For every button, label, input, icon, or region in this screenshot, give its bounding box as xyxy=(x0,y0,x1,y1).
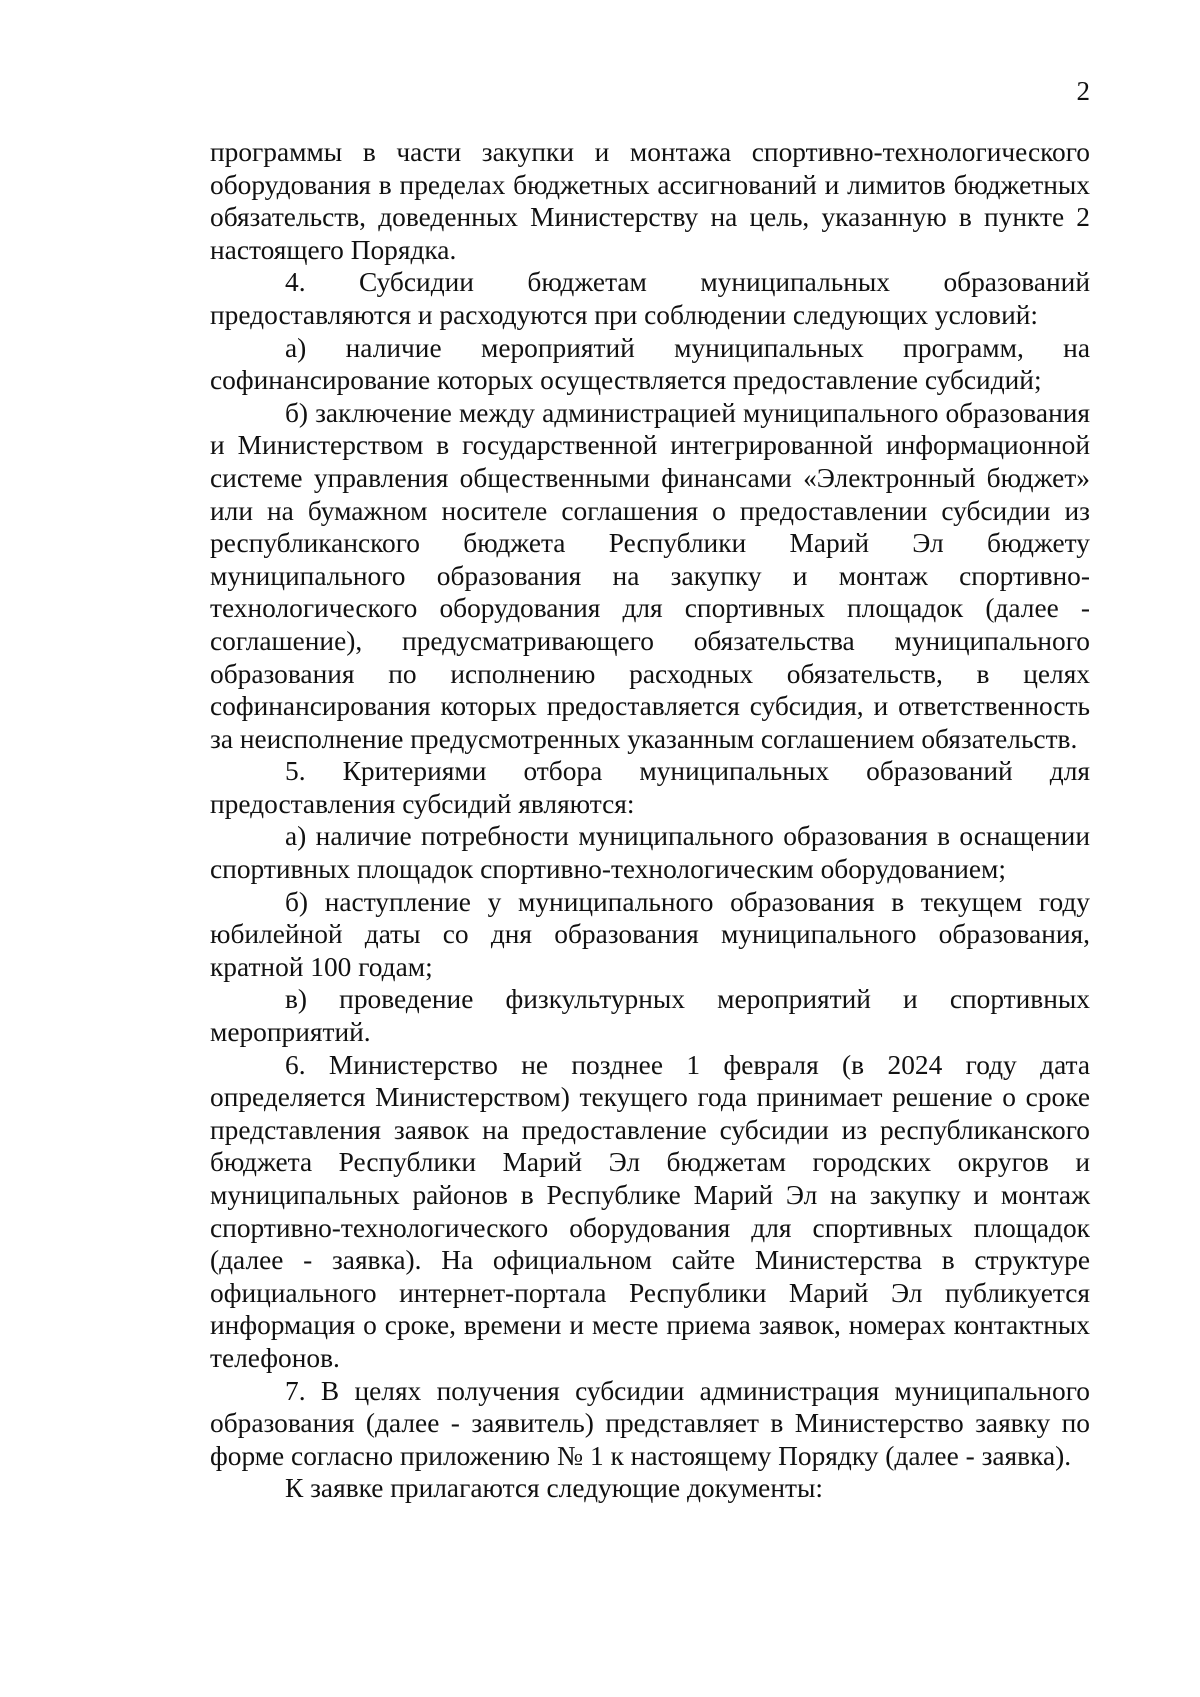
paragraph: К заявке прилагаются следующие документы: xyxy=(285,1473,823,1504)
paragraph: а) наличие мероприятий муниципальных программ, на софинансирование которых осуществляется предоставление субсидий; xyxy=(210,332,1090,396)
paragraph: 7. В целях получения субсидии администрация муниципального образования (далее - заявитель) представляет в Министерство заявку по форме согласно приложению № 1 к настоящему Порядку (далее - заявка). xyxy=(210,1375,1090,1471)
paragraph: 5. Критериями отбора муниципальных образований для предоставления субсидий являются: xyxy=(210,756,1090,819)
paragraph: программы в части закупки и монтажа спортивно-технологического оборудования в пределах бюджетных ассигнований и лимитов бюджетных обязательств, доведенных Министерству на цель, указанную в пункте 2 настоящего Порядка. xyxy=(210,137,1090,265)
paragraph: 6. Министерство не позднее 1 февраля (в 2024 году дата определяется Министерством) текущего года принимает решение о сроке представления заявок на предоставление субсидии из республиканского бюджета Республики Марий Эл бюджетам городских округов и муниципальных районов в Республике Марий Эл на закупку и монтаж спортивно-технологического оборудования для спортивных площадок (далее - заявка). На официальном сайте Министерства в структуре официального интернет-портала Республики Марий Эл публикуется информация о сроке, времени и месте приема заявок, номерах контактных телефонов. xyxy=(210,1049,1090,1373)
paragraph: 4. Субсидии бюджетам муниципальных образований предоставляются и расходуются при соблюдении следующих условий: xyxy=(210,267,1090,330)
paragraph: б) наступление у муниципального образования в текущем году юбилейной даты со дня образования муниципального образования, кратной 100 годам; xyxy=(210,886,1090,982)
document-body xyxy=(210,136,1090,1505)
paragraph: в) проведение физкультурных мероприятий и спортивных мероприятий. xyxy=(210,984,1090,1048)
paragraph: а) наличие потребности муниципального образования в оснащении спортивных площадок спортивно-технологическим оборудованием; xyxy=(210,821,1090,885)
page-number: 2 xyxy=(1076,76,1090,106)
paragraph: б) заключение между администрацией муниципального образования и Министерством в государственной интегрированной информационной системе управления общественными финансами «Электронный бюджет» или на бумажном носителе соглашения о предоставлении субсидии из республиканского бюджета Республики Марий Эл бюджету муниципального образования на закупку и монтаж спортивно-технологического оборудования для спортивных площадок (далее - соглашение), предусматривающего обязательства муниципального образования по исполнению расходных обязательств, в целях софинансирования которых предоставляется субсидия, и ответственность за неисполнение предусмотренных указанным соглашением обязательств. xyxy=(210,397,1090,754)
